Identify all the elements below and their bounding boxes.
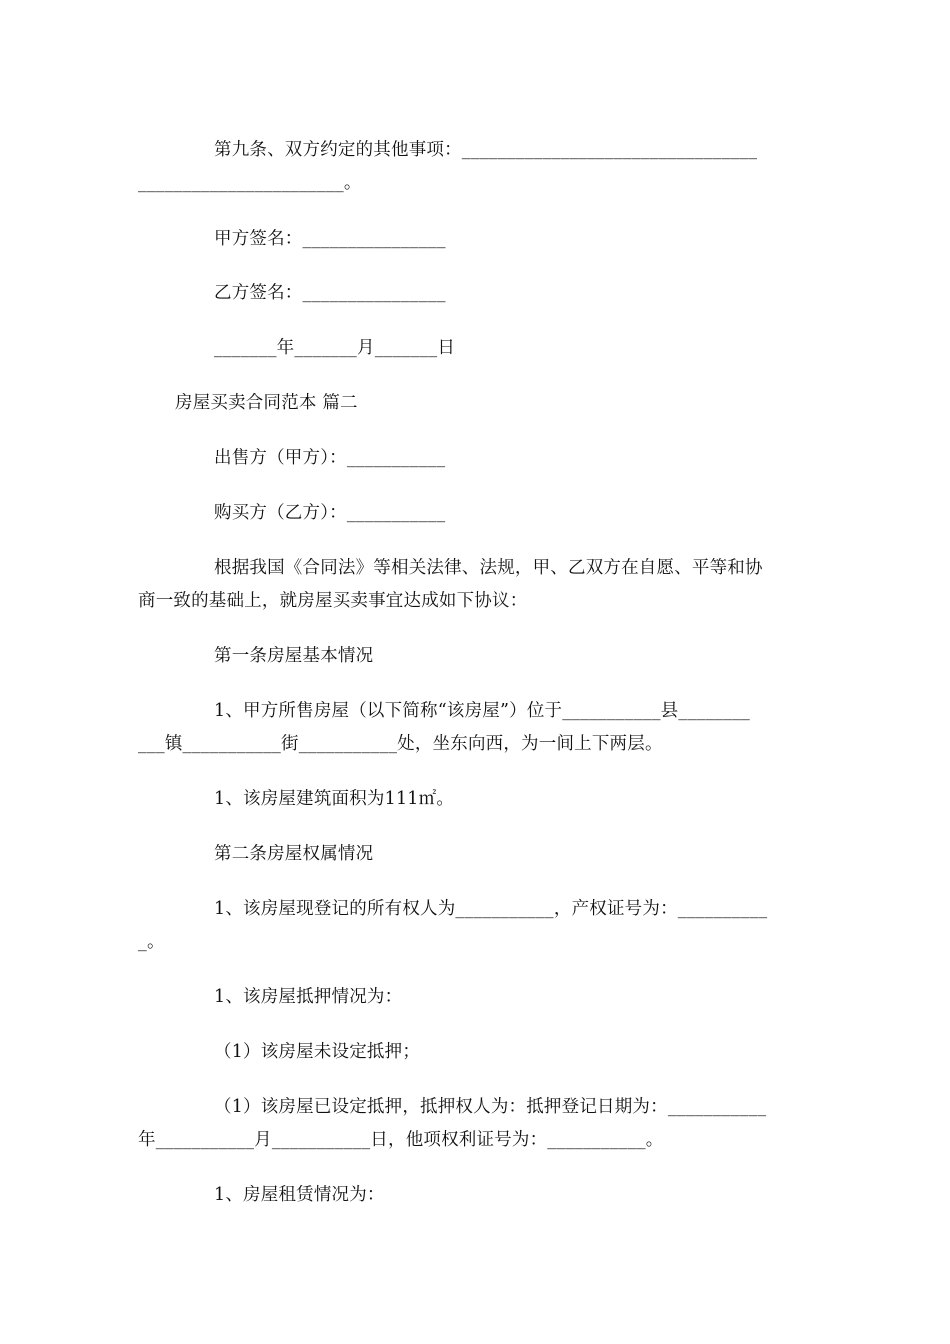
property-location-line-1: 1、甲方所售房屋（以下简称“该房屋”）位于___________县________ <box>214 701 750 721</box>
mortgage-option-set-line-1: （1）该房屋已设定抵押，抵押权人为：抵押登记日期为：___________ <box>214 1097 767 1117</box>
signature-date: _______年_______月_______日 <box>214 338 456 358</box>
mortgage-option-set-line-2: 年___________月___________日，他项权利证号为：___________。 <box>138 1130 664 1150</box>
party-a-signature: 甲方签名：________________ <box>214 229 446 249</box>
buyer-field: 购买方（乙方）：___________ <box>214 503 446 523</box>
property-location-line-2: ___镇___________街___________处，坐东向西，为一间上下两层。 <box>138 734 663 754</box>
article-9-other-matters: 第九条、双方约定的其他事项：_________________________________ <box>214 140 758 160</box>
ownership-line-2: _。 <box>138 932 165 952</box>
party-b-signature: 乙方签名：________________ <box>214 283 446 303</box>
article-9-blank-continuation: _______________________。 <box>138 173 362 193</box>
lease-status-heading: 1、房屋租赁情况为： <box>214 1185 385 1205</box>
section-heading: 房屋买卖合同范本 篇二 <box>175 393 358 413</box>
property-area: 1、该房屋建筑面积为111㎡。 <box>214 789 455 809</box>
article-2-heading: 第二条房屋权属情况 <box>214 844 374 864</box>
mortgage-status-heading: 1、该房屋抵押情况为： <box>214 987 403 1007</box>
seller-field: 出售方（甲方）：___________ <box>214 448 446 468</box>
preamble-line-1: 根据我国《合同法》等相关法律、法规，甲、乙双方在自愿、平等和协 <box>214 558 763 578</box>
preamble-line-2: 商一致的基础上，就房屋买卖事宜达成如下协议： <box>138 591 528 611</box>
ownership-line-1: 1、该房屋现登记的所有权人为___________，产权证号为：__________ <box>214 899 768 919</box>
mortgage-option-none: （1）该房屋未设定抵押； <box>214 1042 421 1062</box>
article-1-heading: 第一条房屋基本情况 <box>214 646 374 666</box>
